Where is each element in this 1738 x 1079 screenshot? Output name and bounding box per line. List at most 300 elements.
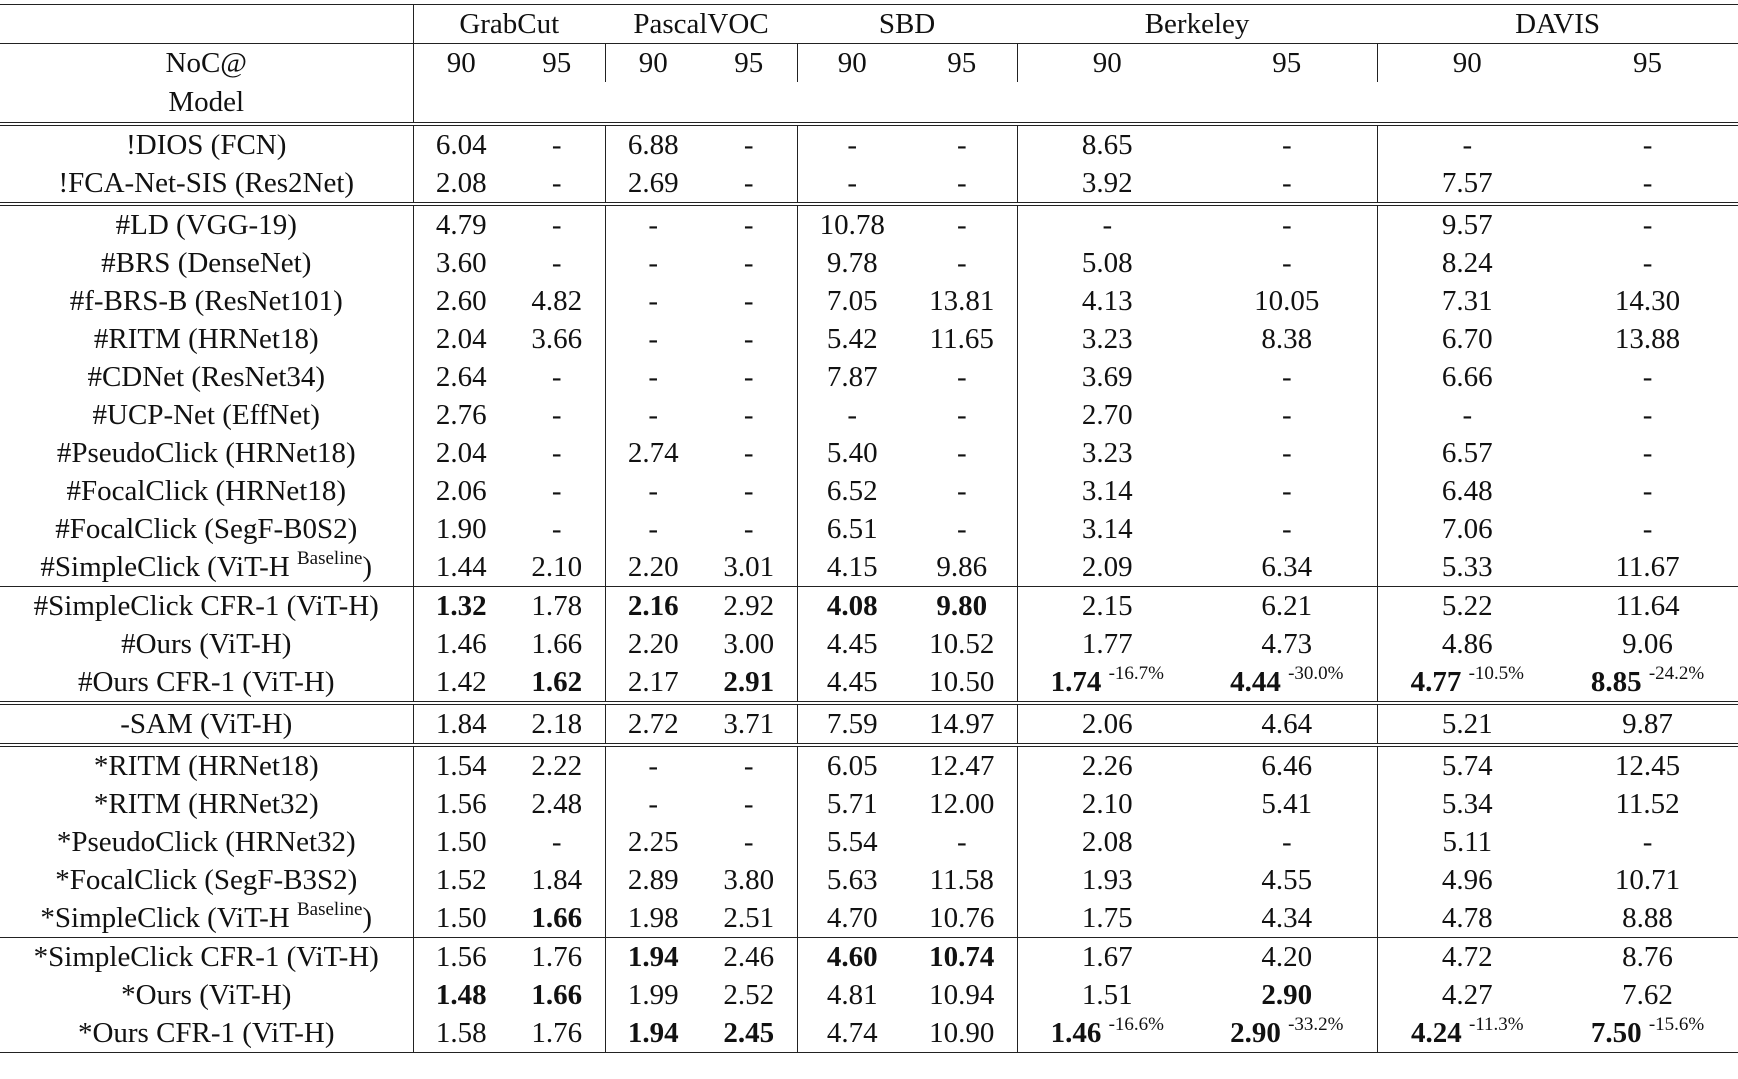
metric-value: -: [551, 209, 562, 241]
value-cell: [1017, 396, 1197, 434]
metric-value: 10.76: [929, 902, 995, 934]
metric-value: 10.94: [929, 979, 995, 1011]
value-cell: [907, 663, 1017, 703]
model-name-cell: [0, 164, 413, 204]
metric-value: 10.71: [1614, 864, 1681, 896]
value-cell: [1017, 1014, 1197, 1053]
threshold-header-1: 95: [509, 44, 605, 83]
noc-label: NoC@: [0, 44, 413, 83]
value-cell: [1377, 434, 1557, 472]
metric-value: 1.56: [435, 941, 487, 973]
value-cell: [701, 976, 797, 1014]
value-cell: [413, 823, 509, 861]
value-cell: [605, 124, 701, 164]
metric-value: 2.04: [435, 437, 487, 469]
metric-value: -: [956, 209, 967, 241]
metric-value: -: [551, 129, 562, 161]
metric-value: -: [1642, 361, 1653, 393]
metric-value: 1.94: [627, 1017, 679, 1049]
metric-value: -: [956, 437, 967, 469]
metric-value: 11.52: [1615, 788, 1680, 820]
value-cell: [797, 899, 907, 938]
model-name-superscript: Baseline: [296, 899, 363, 920]
value-cell: [1017, 861, 1197, 899]
value-cell: [701, 587, 797, 626]
metric-value: 2.08: [435, 167, 487, 199]
metric-value: 14.97: [929, 708, 995, 740]
value-cell: [907, 434, 1017, 472]
metric-value: 1.46: [1050, 1017, 1102, 1049]
metric-value: -: [1281, 437, 1292, 469]
value-cell: [797, 320, 907, 358]
metric-value: -: [1642, 209, 1653, 241]
value-cell: [1557, 204, 1738, 244]
metric-value: 3.23: [1081, 323, 1133, 355]
improvement-percent: -24.2%: [1648, 663, 1705, 684]
metric-value: 6.52: [826, 475, 878, 507]
value-cell: [907, 282, 1017, 320]
model-name-suffix: ): [362, 551, 373, 583]
metric-value: 9.87: [1622, 708, 1673, 740]
metric-value: 3.66: [531, 323, 583, 355]
value-cell: [1377, 823, 1557, 861]
table-row: [0, 625, 1738, 663]
threshold-header-0: 90: [413, 44, 509, 83]
table-row: [0, 587, 1738, 626]
value-cell: [907, 823, 1017, 861]
metric-value: 2.16: [627, 590, 679, 622]
table-row: [0, 938, 1738, 977]
value-cell: [701, 938, 797, 977]
metric-value: 4.24: [1410, 1017, 1462, 1049]
value-cell: [1557, 976, 1738, 1014]
value-cell: [1377, 358, 1557, 396]
metric-value: 5.71: [826, 788, 878, 820]
metric-value: 3.69: [1081, 361, 1133, 393]
metric-value: 13.81: [929, 285, 995, 317]
metric-value: 1.66: [531, 979, 583, 1011]
value-cell: [797, 124, 907, 164]
model-name-cell: [0, 899, 413, 938]
table-row: [0, 899, 1738, 938]
metric-value: 10.78: [819, 209, 885, 241]
metric-value: 9.78: [826, 247, 878, 279]
metric-value: -: [551, 513, 562, 545]
value-cell: [1017, 434, 1197, 472]
metric-value: 11.58: [929, 864, 994, 896]
metric-value: 8.24: [1441, 247, 1493, 279]
value-cell: [413, 1014, 509, 1053]
value-cell: [413, 282, 509, 320]
metric-value: 4.72: [1441, 941, 1493, 973]
metric-value: 3.60: [435, 247, 487, 279]
metric-value: 2.06: [435, 475, 487, 507]
metric-value: -: [743, 129, 754, 161]
table-row: [0, 785, 1738, 823]
metric-value: 4.78: [1441, 902, 1493, 934]
value-cell: [1197, 823, 1377, 861]
model-name: *RITM (HRNet32): [93, 788, 319, 820]
model-name: #RITM (HRNet18): [93, 323, 319, 355]
value-cell: [1197, 396, 1377, 434]
value-cell: [509, 1014, 605, 1053]
metric-value: 5.74: [1441, 750, 1493, 782]
value-cell: [701, 899, 797, 938]
value-cell: [907, 472, 1017, 510]
value-cell: [797, 282, 907, 320]
value-cell: [1197, 244, 1377, 282]
metric-value: 4.55: [1261, 864, 1313, 896]
value-cell: [509, 548, 605, 587]
table-row: [0, 124, 1738, 164]
model-name-cell: [0, 703, 413, 745]
model-header-row: [0, 82, 1738, 124]
dataset-header-row: [0, 5, 1738, 44]
metric-value: 2.20: [627, 628, 679, 660]
metric-value: 10.05: [1254, 285, 1320, 317]
metric-value: 6.21: [1261, 590, 1313, 622]
metric-value: -: [743, 475, 754, 507]
value-cell: [605, 244, 701, 282]
value-cell: [1197, 164, 1377, 204]
value-cell: [701, 663, 797, 703]
metric-value: 1.58: [435, 1017, 487, 1049]
value-cell: [1377, 1014, 1557, 1053]
value-cell: [509, 745, 605, 785]
metric-value: -: [648, 513, 659, 545]
metric-value: 5.22: [1441, 590, 1493, 622]
value-cell: [413, 899, 509, 938]
value-cell: [509, 396, 605, 434]
value-cell: [1377, 861, 1557, 899]
value-cell: [605, 396, 701, 434]
model-name: #SimpleClick CFR-1 (ViT-H): [33, 590, 379, 622]
value-cell: [1377, 320, 1557, 358]
dataset-header-grabcut: GrabCut: [413, 5, 605, 44]
metric-value: -: [551, 826, 562, 858]
metric-value: 4.45: [826, 666, 878, 698]
metric-value: -: [1642, 437, 1653, 469]
value-cell: [413, 358, 509, 396]
value-cell: [605, 548, 701, 587]
improvement-percent: -10.5%: [1468, 663, 1524, 684]
metric-value: 2.46: [723, 941, 775, 973]
value-cell: [413, 204, 509, 244]
metric-value: 4.74: [826, 1017, 878, 1049]
metric-value: 8.85: [1590, 666, 1642, 698]
value-cell: [797, 472, 907, 510]
metric-value: 2.60: [435, 285, 487, 317]
metric-value: 1.66: [531, 902, 583, 934]
value-cell: [907, 861, 1017, 899]
threshold-header-2: 90: [605, 44, 701, 83]
value-cell: [1197, 1014, 1377, 1053]
metric-value: 6.88: [627, 129, 679, 161]
model-name: *Ours CFR-1 (ViT-H): [77, 1017, 335, 1049]
model-name: *FocalClick (SegF-B3S2): [55, 864, 358, 896]
metric-value: 6.66: [1441, 361, 1493, 393]
table-row: [0, 164, 1738, 204]
value-cell: [907, 548, 1017, 587]
metric-value: 1.84: [531, 864, 583, 896]
metric-value: 1.50: [435, 826, 487, 858]
value-cell: [1377, 204, 1557, 244]
table-row: [0, 320, 1738, 358]
table-row: [0, 510, 1738, 548]
metric-value: 5.40: [826, 437, 878, 469]
threshold-header-9: 95: [1557, 44, 1738, 83]
model-name-cell: [0, 358, 413, 396]
value-cell: [1377, 244, 1557, 282]
value-cell: [701, 625, 797, 663]
table-row: [0, 745, 1738, 785]
value-cell: [797, 587, 907, 626]
value-cell: [907, 510, 1017, 548]
metric-value: 4.45: [826, 628, 878, 660]
value-cell: [701, 124, 797, 164]
metric-value: -: [1642, 475, 1653, 507]
metric-value: 2.52: [723, 979, 775, 1011]
value-cell: [605, 703, 701, 745]
table-row: [0, 703, 1738, 745]
metric-value: -: [648, 209, 659, 241]
value-cell: [1197, 785, 1377, 823]
model-name-cell: [0, 938, 413, 977]
metric-value: 1.77: [1081, 628, 1133, 660]
value-cell: [1197, 663, 1377, 703]
value-cell: [1557, 1014, 1738, 1053]
value-cell: [1377, 976, 1557, 1014]
metric-value: 7.50: [1590, 1017, 1642, 1049]
value-cell: [1017, 703, 1197, 745]
metric-value: 2.90: [1261, 979, 1313, 1011]
value-cell: [1377, 396, 1557, 434]
value-cell: [797, 510, 907, 548]
metric-value: 2.51: [723, 902, 775, 934]
value-cell: [413, 472, 509, 510]
metric-value: -: [648, 750, 659, 782]
metric-value: -: [743, 788, 754, 820]
model-name: -SAM (ViT-H): [120, 708, 293, 740]
table-row: [0, 823, 1738, 861]
metric-value: -: [1281, 361, 1292, 393]
value-cell: [413, 938, 509, 977]
model-name: *PseudoClick (HRNet32): [56, 826, 356, 858]
value-cell: [797, 703, 907, 745]
value-cell: [797, 396, 907, 434]
value-cell: [509, 358, 605, 396]
value-cell: [797, 625, 907, 663]
value-cell: [509, 472, 605, 510]
value-cell: [797, 1014, 907, 1053]
value-cell: [413, 320, 509, 358]
dataset-header-davis: DAVIS: [1377, 5, 1738, 44]
metric-value: 2.06: [1081, 708, 1133, 740]
value-cell: [1377, 938, 1557, 977]
value-cell: [797, 358, 907, 396]
value-cell: [509, 320, 605, 358]
value-cell: [701, 1014, 797, 1053]
metric-value: 4.81: [826, 979, 878, 1011]
metric-value: -: [1281, 129, 1292, 161]
model-name-cell: [0, 976, 413, 1014]
value-cell: [509, 861, 605, 899]
metric-value: 7.05: [826, 285, 878, 317]
metric-value: 1.84: [435, 708, 487, 740]
metric-value: -: [743, 437, 754, 469]
value-cell: [1197, 587, 1377, 626]
metric-value: -: [648, 399, 659, 431]
metric-value: 2.90: [1230, 1017, 1281, 1049]
metric-value: 3.80: [723, 864, 775, 896]
model-name: *SimpleClick CFR-1 (ViT-H): [33, 941, 379, 973]
metric-value: -: [551, 247, 562, 279]
model-name: #FocalClick (SegF-B0S2): [55, 513, 358, 545]
value-cell: [797, 164, 907, 204]
model-name-cell: [0, 785, 413, 823]
model-name: *Ours (ViT-H): [121, 979, 292, 1011]
model-name: #FocalClick (HRNet18): [66, 475, 346, 507]
value-cell: [1557, 244, 1738, 282]
model-name-cell: [0, 548, 413, 587]
value-cell: [413, 548, 509, 587]
value-cell: [1017, 204, 1197, 244]
value-cell: [509, 823, 605, 861]
metric-value: 6.57: [1441, 437, 1493, 469]
value-cell: [1197, 976, 1377, 1014]
value-cell: [605, 434, 701, 472]
value-cell: [701, 358, 797, 396]
value-cell: [1557, 785, 1738, 823]
value-cell: [509, 899, 605, 938]
metric-value: 4.64: [1261, 708, 1313, 740]
threshold-header-8: 90: [1377, 44, 1557, 83]
value-cell: [1377, 703, 1557, 745]
metric-value: 7.87: [826, 361, 878, 393]
metric-value: 4.77: [1410, 666, 1462, 698]
metric-value: 14.30: [1614, 285, 1681, 317]
metric-value: 2.69: [627, 167, 679, 199]
value-cell: [1197, 745, 1377, 785]
value-cell: [605, 823, 701, 861]
value-cell: [1017, 548, 1197, 587]
value-cell: [907, 938, 1017, 977]
value-cell: [605, 204, 701, 244]
value-cell: [413, 625, 509, 663]
value-cell: [1557, 548, 1738, 587]
results-table-body: [0, 5, 1738, 1053]
metric-value: 1.48: [435, 979, 487, 1011]
metric-value: 6.51: [826, 513, 878, 545]
value-cell: [1197, 938, 1377, 977]
model-name-cell: [0, 745, 413, 785]
value-cell: [907, 164, 1017, 204]
model-name-cell: [0, 434, 413, 472]
value-cell: [1557, 434, 1738, 472]
value-cell: [413, 244, 509, 282]
metric-value: 5.41: [1261, 788, 1313, 820]
value-cell: [1017, 663, 1197, 703]
value-cell: [413, 861, 509, 899]
value-cell: [797, 823, 907, 861]
model-name: #UCP-Net (EffNet): [92, 399, 320, 431]
metric-value: 2.92: [723, 590, 775, 622]
metric-value: 4.86: [1441, 628, 1493, 660]
metric-value: -: [1642, 247, 1653, 279]
results-table: [0, 4, 1738, 1053]
metric-value: 4.34: [1261, 902, 1313, 934]
metric-value: 12.00: [929, 788, 995, 820]
value-cell: [1557, 472, 1738, 510]
metric-value: 1.94: [627, 941, 679, 973]
metric-value: 3.01: [723, 551, 775, 583]
model-name: #CDNet (ResNet34): [87, 361, 326, 393]
metric-value: 2.74: [627, 437, 679, 469]
value-cell: [907, 396, 1017, 434]
dataset-header-berkeley: Berkeley: [1017, 5, 1377, 44]
value-cell: [907, 625, 1017, 663]
value-cell: [605, 320, 701, 358]
model-header-spacer: [413, 82, 1738, 124]
metric-value: 1.66: [531, 628, 583, 660]
value-cell: [1197, 548, 1377, 587]
value-cell: [605, 510, 701, 548]
metric-value: 2.48: [531, 788, 583, 820]
value-cell: [1197, 510, 1377, 548]
model-column-header: Model: [168, 86, 245, 118]
value-cell: [907, 785, 1017, 823]
value-cell: [1557, 510, 1738, 548]
table-row: [0, 548, 1738, 587]
metric-value: -: [1102, 209, 1113, 241]
metric-value: 4.60: [826, 941, 878, 973]
metric-value: 2.10: [531, 551, 583, 583]
metric-value: 2.09: [1081, 551, 1133, 583]
metric-value: 1.42: [435, 666, 487, 698]
metric-value: -: [551, 167, 562, 199]
value-cell: [797, 938, 907, 977]
metric-value: 2.70: [1081, 399, 1133, 431]
metric-value: 11.64: [1615, 590, 1680, 622]
value-cell: [413, 434, 509, 472]
value-cell: [701, 861, 797, 899]
value-cell: [701, 703, 797, 745]
value-cell: [605, 861, 701, 899]
metric-value: 1.32: [435, 590, 487, 622]
value-cell: [701, 244, 797, 282]
improvement-percent: -33.2%: [1288, 1014, 1344, 1035]
metric-value: 2.25: [627, 826, 679, 858]
metric-value: 1.76: [531, 941, 583, 973]
threshold-header-6: 90: [1017, 44, 1197, 83]
metric-value: 1.74: [1050, 666, 1102, 698]
metric-value: 11.65: [929, 323, 994, 355]
metric-value: 1.50: [435, 902, 487, 934]
metric-value: 8.38: [1261, 323, 1313, 355]
value-cell: [1197, 320, 1377, 358]
table-row: [0, 434, 1738, 472]
metric-value: 1.76: [531, 1017, 583, 1049]
metric-value: 10.50: [929, 666, 995, 698]
metric-value: -: [847, 129, 858, 161]
value-cell: [1017, 823, 1197, 861]
value-cell: [1017, 358, 1197, 396]
metric-value: 7.59: [826, 708, 878, 740]
metric-value: -: [956, 399, 967, 431]
metric-value: -: [551, 475, 562, 507]
value-cell: [1377, 124, 1557, 164]
metric-value: 3.92: [1081, 167, 1133, 199]
